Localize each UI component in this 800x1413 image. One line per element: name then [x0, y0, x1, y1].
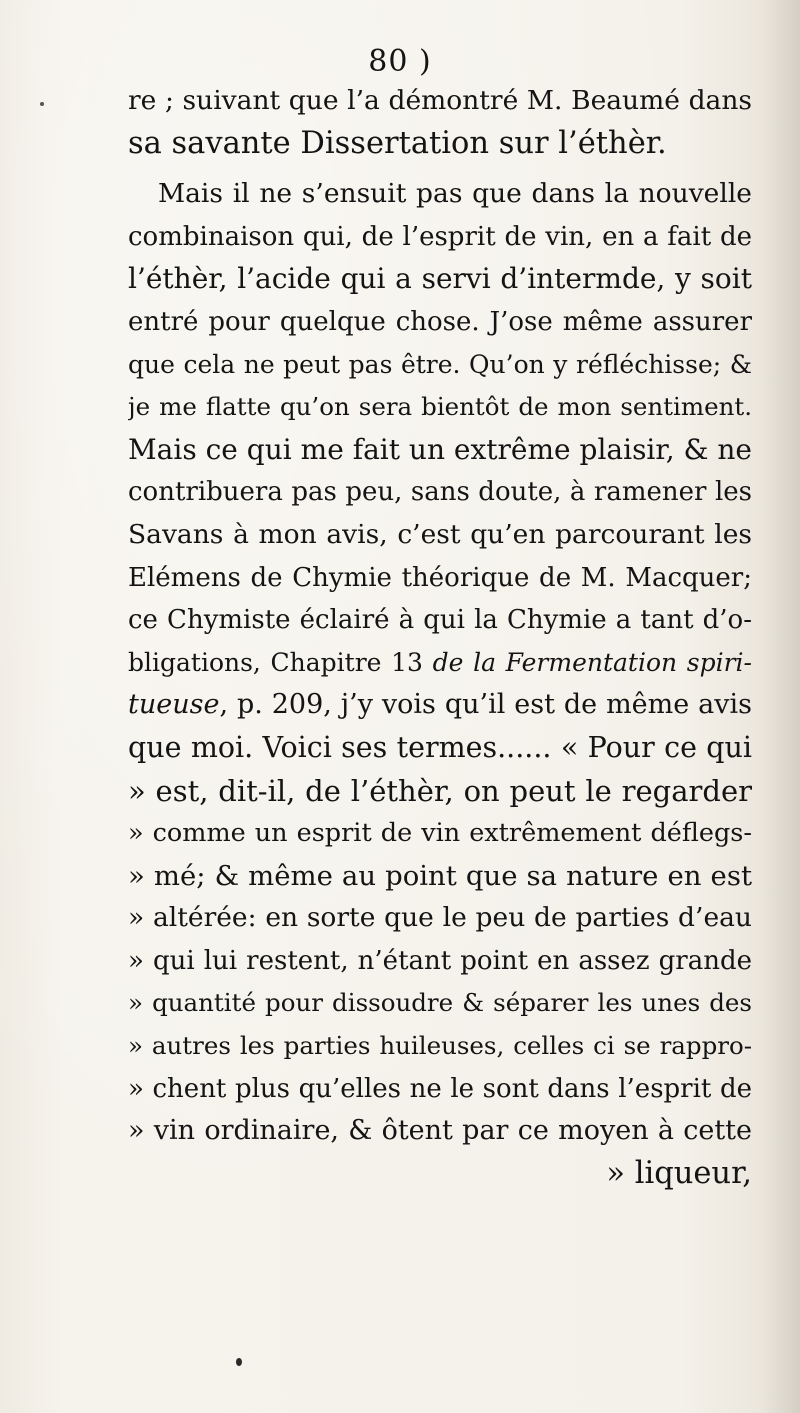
- quote-line: » mé; & même au point que sa nature en est: [128, 859, 752, 892]
- body-text: [128, 80, 752, 1195]
- text-line: entré pour quelque chose. J’ose même assurer: [128, 306, 752, 337]
- quote-line: » comme un esprit de vin extrêmement déflegs-: [128, 818, 752, 849]
- text-line: Mais il ne s’ensuit pas que dans la nouvelle: [158, 178, 752, 210]
- text-line: re ; suivant que l’a démontré M. Beaumé dans: [128, 85, 752, 116]
- text-line: combinaison qui, de l’esprit de vin, en a fait de: [128, 221, 752, 252]
- ink-speck: [236, 1358, 242, 1366]
- text-line: Mais ce qui me fait un extrême plaisir, & ne: [128, 432, 752, 466]
- text-line: que moi. Voici ses termes...... « Pour ce qui: [128, 730, 752, 764]
- page-edge-shadow: [760, 0, 800, 1413]
- page-number: 80 ): [368, 44, 432, 79]
- text-line: sa savante Dissertation sur l’éthèr.: [128, 125, 667, 161]
- text-line: ce Chymiste éclairé à qui la Chymie a tant d’o-: [128, 605, 752, 636]
- text-line: Savans à mon avis, c’est qu’en parcourant les: [128, 518, 752, 550]
- quote-line: » quantité pour dissoudre & séparer les unes des: [128, 988, 752, 1018]
- catchword: » liqueur,: [606, 1155, 752, 1191]
- quote-line: » est, dit-il, de l’éthèr, on peut le regarder: [128, 773, 752, 808]
- text-line: l’éthèr, l’acide qui a servi d’intermde, y soit: [128, 262, 752, 296]
- text-line: [128, 684, 752, 727]
- text-line: je me flatte qu’on sera bientôt de mon sentiment.: [128, 392, 752, 422]
- italic-title-end: tueuse: [128, 689, 220, 721]
- quote-line: » autres les parties huileuses, celles ci se rappro-: [128, 1031, 752, 1061]
- quote-line: » altérée: en sorte que le peu de parties d’eau: [128, 902, 752, 934]
- text-line-start: bligations, Chapitre 13: [128, 647, 433, 677]
- text-line-rest: , p. 209, j’y vois qu’il est de même avis: [219, 689, 752, 721]
- text-line: contribuera pas peu, sans doute, à ramener les: [128, 477, 752, 508]
- text-line: que cela ne peut pas être. Qu’on y réfléchisse; &: [128, 349, 752, 379]
- text-line: [128, 642, 752, 685]
- text-line: Elémens de Chymie théorique de M. Macquer;: [128, 562, 752, 593]
- quote-line: » chent plus qu’elles ne le sont dans l’esprit de: [128, 1073, 752, 1104]
- margin-speck: [40, 102, 44, 106]
- quote-line: » vin ordinaire, & ôtent par ce moyen à cette: [128, 1115, 752, 1147]
- italic-title: de la Fermentation spiri-: [432, 647, 752, 677]
- quote-line: » qui lui restent, n’étant point en assez grande: [128, 945, 752, 976]
